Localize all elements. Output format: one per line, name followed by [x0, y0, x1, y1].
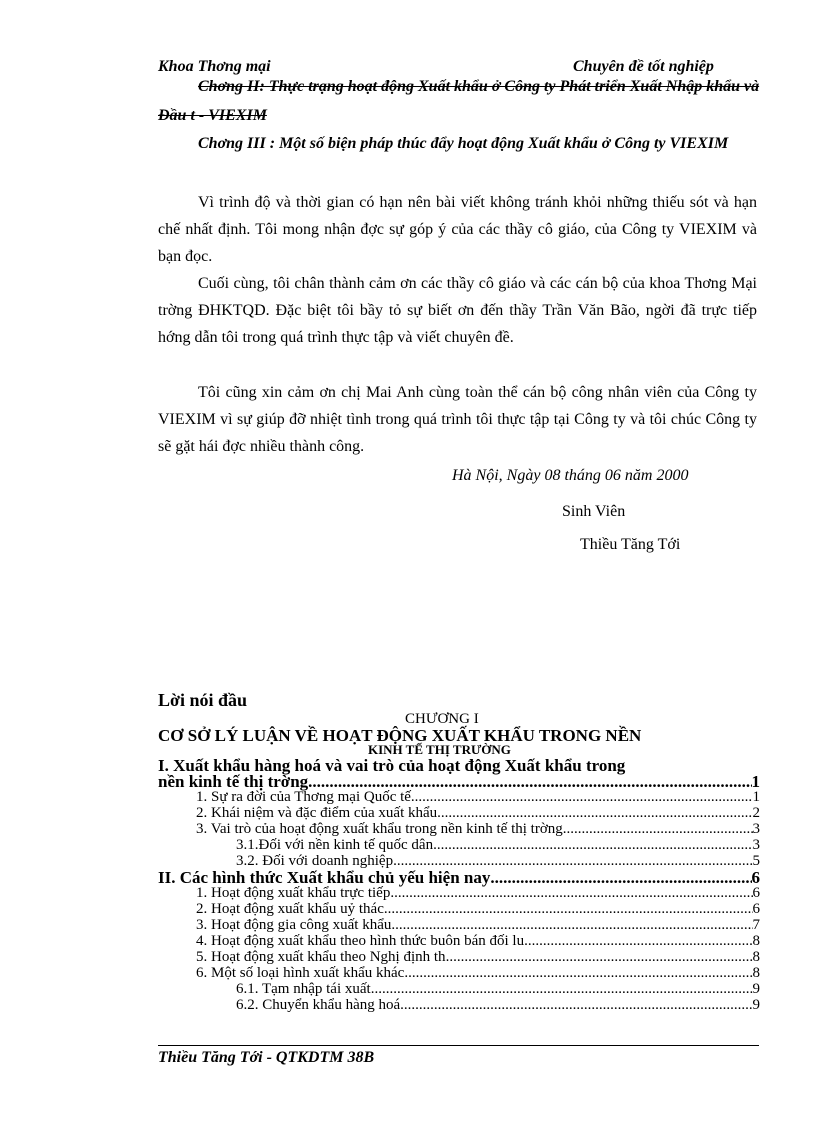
toc-preface: Lời nói đầu [158, 690, 248, 710]
chapter2-summary [158, 72, 760, 130]
toc-subitem: 6.2. Chuyển khẩu hàng hoá ..... 9 [158, 997, 760, 1013]
signer-role: Sinh Viên [562, 503, 626, 520]
toc-section-2: II. Các hình thức Xuất khẩu chủ yếu hiện nay ..... 6 [158, 869, 760, 885]
toc-chapter-title: CƠ SỞ LÝ LUẬN VỀ HOẠT ĐỘNG XUẤT KHẨU TRONG NỀN [158, 726, 642, 745]
toc-subitem: 3.1.Đối với nền kinh tế quốc dân. ..... 3 [158, 837, 760, 853]
paragraph-apology: Vì trình độ và thời gian có hạn nên bài viết không tránh khỏi những thiếu sót và hạn chế nhất định. Tôi mong nhận đợc sự góp ý của các thầy cô giáo, của Công ty VIEXIM và bạn đọc. [158, 194, 757, 265]
paragraph-thanks-teachers: Cuối cùng, tôi chân thành cảm ơn các thầy cô giáo và các cán bộ của khoa Thơng Mại trờng ĐHKTQD. Đặc biệt tôi bầy tỏ sự biết ơn đến thầy Trần Văn Bão, ngời đã trực tiếp hớng dẫn tôi trong quá trình thực tập và viết chuyên đề. [158, 275, 757, 346]
toc-list [158, 757, 760, 1013]
toc-item: 3. Hoạt động gia công xuất khẩu ..... 7 [158, 917, 760, 933]
toc-item: 3. Vai trò của hoạt động xuất khẩu trong nền kinh tế thị trờng ..... 3 [158, 821, 760, 837]
toc-subitem: 6.1. Tạm nhập tái xuất ..... 9 [158, 981, 760, 997]
toc-section-1-title: I. Xuất khẩu hàng hoá và vai trò của hoạt động Xuất khẩu trong [158, 756, 626, 775]
paragraph-thanks-company: Tôi cũng xin cảm ơn chị Mai Anh cùng toàn thể cán bộ công nhân viên của Công ty VIEXIM vì sự giúp đỡ nhiệt tình trong quá trình tôi thực tập tại Công ty và tôi chúc Công ty sẽ gặt hái đợc nhiều thành công. [158, 384, 757, 455]
toc-item: 5. Hoạt động xuất khẩu theo Nghị định th ..... 8 [158, 949, 760, 965]
toc-section-1: nền kinh tế thị trờng. ..... 1 [158, 773, 760, 789]
toc-chapter-title-2: KINH TẾ THỊ TRƯỜNG [368, 742, 511, 757]
chapter3-summary: Chơng III : Một số biện pháp thúc đẩy hoạt động Xuất khẩu ở Công ty VIEXIM [198, 135, 729, 152]
toc-item: 2. Khái niệm và đặc điểm của xuất khẩu ..... 2 [158, 805, 760, 821]
signer-name: Thiều Tăng Tới [580, 536, 681, 553]
toc-item: 6. Một số loại hình xuất khẩu khác ..... 8 [158, 965, 760, 981]
toc-item: 2. Hoạt động xuất khẩu uỷ thác ..... 6 [158, 901, 760, 917]
footer-rule [158, 1045, 759, 1046]
header-doc-type: Chuyên đề tốt nghiệp [573, 58, 714, 75]
toc-item: 4. Hoạt động xuất khẩu theo hình thức buôn bán đối lu ..... 8 [158, 933, 760, 949]
signature-date: Hà Nội, Ngày 08 tháng 06 năm 2000 [452, 467, 689, 484]
toc-item: 1. Hoạt động xuất khẩu trực tiếp ..... 6 [158, 885, 760, 901]
toc-chapter-number: CHƯƠNG I [405, 711, 479, 727]
toc-item: 1. Sự ra đời của Thơng mại Quốc tế ..... 1 [158, 789, 760, 805]
footer-author: Thiều Tăng Tới - QTKDTM 38B [158, 1049, 375, 1066]
chapter2-text: Chơng II: Thực trạng hoạt động Xuất khẩu ở Công ty Phát triển Xuất Nhập khẩu và Đầu t - VIEXIM [158, 78, 760, 124]
header-department: Khoa Thơng mại [158, 58, 271, 75]
toc-subitem: 3.2. Đối với doanh nghiệp ..... 5 [158, 853, 760, 869]
